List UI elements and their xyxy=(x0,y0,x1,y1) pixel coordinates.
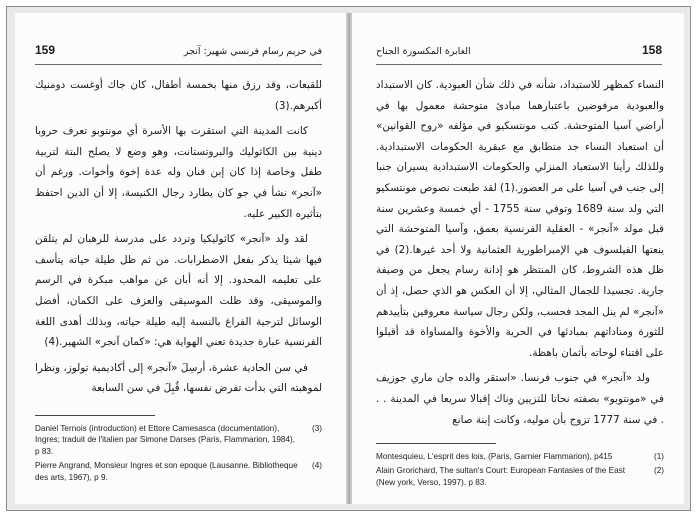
left-page xyxy=(15,13,347,504)
left-footnotes xyxy=(35,423,322,486)
paragraph: النساء كمظهر للاستبداد، شأنه في ذلك شأن العبودية. كان الاستبداد والعبودية مرفوضين باعتبارهما مبادئ متوحشة معمول بها في أراضي آسيا المتوحشة. كتب مونتسكيو في مؤلفه «روح القوانين» أن استعباد النساء جد متطابق مع عبقرية الحكومات الاستبدادية. وللذلك رأينا الاستعباد المنزلي والحكومات الاستبدادية يسيران جنبا إلى جنب في آسيا على مر العصور.(1) لقد طبعت نصوص مونتسكيو التي ولد سنة 1689 وتوفي سنة 1755 - أي خمسة وعشرين سنة قبل مولد «آنجر» - العقلية الفرنسية بعمق، وآسيا المتوحشة التي ينعتها الفيلسوف هي الإمبراطورية العثمانية ولا أحد غيرها.(2) في ظل هذه الشروط، كان المنتظر هو إدانة رسام يجعل من وصيفة جارية. تجسيدا للجمال المثالي، إلا أن العكس هو الذي حصل، إذ أن «آنجر» لم ينل المجد فحسب، ولكن رجال سياسة معروفين بتأييدهم للثورة ومناداتهم بمبادئها في الحرية والأخوة والمساواة قد أقبلوا على اقتناء لوحاته بأثمان باهظة. xyxy=(376,79,664,359)
header-rule xyxy=(35,64,322,65)
footnote: Montesquieu, L'esprit des lois, (Paris, Garnier Flammarion), p415 (1) xyxy=(376,452,664,461)
paragraph: ولد «آنجر» في جنوب فرنسا. «استقر والده جان ماري جوزيف في «مونتوبو» بصفته نحاتا للتزيين وناك إقبالا سريعا في المدينة . . . في سنة 1777 تزوج بأن موليه، وكانت إبنة صانع xyxy=(376,372,664,426)
left-page-header xyxy=(35,43,322,63)
page-number: 158 xyxy=(641,43,662,57)
footnote-rule xyxy=(376,443,496,444)
footnote: Alain Grorichard, The sultan's Court: European Fantasies of the East (New york, Verso, 1997). p 83. (2) xyxy=(376,466,664,487)
right-page-header xyxy=(376,43,662,63)
footnote: Pierre Angrand, Monsieur Ingres et son epoque (Lausanne. Bibliotheque des arts, 1967), p 9. (4) xyxy=(35,461,322,482)
footnote-rule xyxy=(35,415,155,416)
left-page-body xyxy=(35,75,322,413)
footnote: Daniel Ternois (introduction) et Ettore Camesasca (documentation), Ingres; traduit de l'italien par Simone Darses (Paris, Flammarion, 1984), p 83. (3) xyxy=(35,424,322,456)
book-spread xyxy=(6,6,691,511)
right-page xyxy=(351,13,684,504)
page-number: 159 xyxy=(35,43,56,57)
right-page-body xyxy=(376,75,664,427)
paragraph: في سن الحادية عشرة، أرسِلَ «آنجر» إلى أكاديمية تولوز، ونظرا لموهبته التي بدأت تفرض نفسها، قُبِلَ في سن السابعة xyxy=(35,361,322,395)
running-head: الغابرة المكسورة الجناح xyxy=(376,46,471,57)
paragraph: كانت المدينة التي استقرت بها الأسرة أي مونتوبو تعرف حروبا دينية بين الكاثوليك والبروتستانت، وهو وضع لا يصلح البتة لتربية طفل وخاصة إذا كان إبن فنان وله عدة إخوة وأخوات. ورغم أن «آنجر» نشأ في جو كان يطارد رجال الكنيسة، إلا أن الدين احتفظ بتأثيره الكبير عليه. xyxy=(35,125,322,220)
paragraph: للقبعات، وقد رزق منها بخمسة أطفال، كان جاك أوغست دومنيك أكبرهم.(3) xyxy=(35,79,322,112)
running-head: في حريم رسام فرنسي شهير: آنجر xyxy=(183,46,322,57)
header-rule xyxy=(376,64,662,65)
right-footnotes xyxy=(376,451,664,491)
paragraph: لقد ولد «آنجر» كاثوليكيا وتردد على مدرسة للرهبان لم يتلقن فيها شيئا يذكر بفعل الاضطرابات. من ثم ظل طيلة حياته يتأسف على تعليمه المحدود. إلا أنه أبان عن مواهب مبكرة في الرسم والموسيقى، وقد ظلت الموسيقى والعزف على الكمان، أفضل الوسائل لترجية الفراغ بالنسبة إليه طيلة حياته، وبذلك أهدى اللغة الفرنسية عبارة جديدة تعني الهواية هي: «كمان آنجر» الشهير.(4) xyxy=(35,233,322,349)
